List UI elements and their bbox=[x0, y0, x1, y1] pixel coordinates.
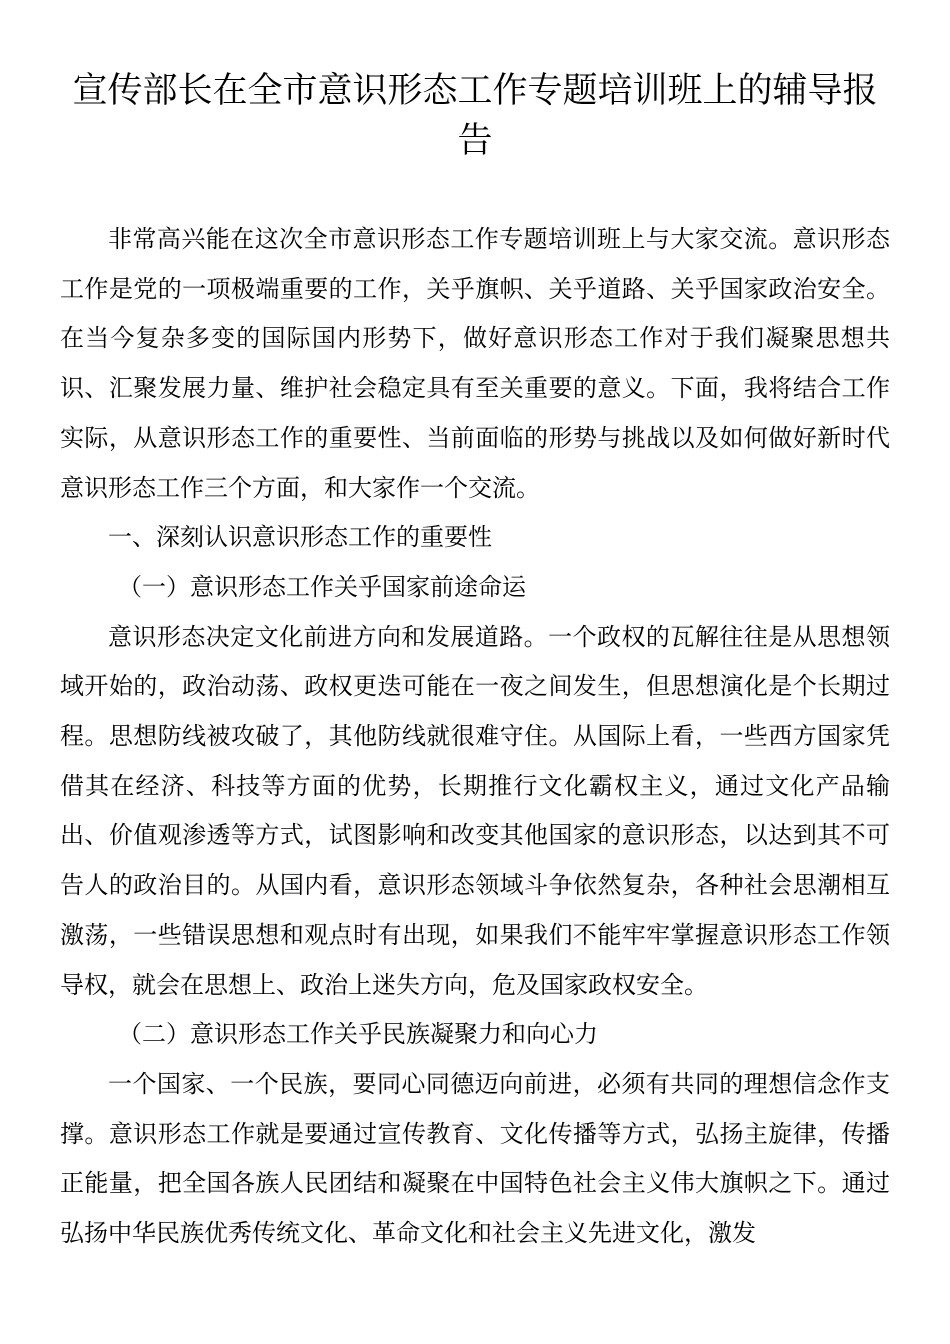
document-body bbox=[60, 215, 890, 1259]
document-title: 宣传部长在全市意识形态工作专题培训班上的辅导报告 bbox=[72, 71, 878, 161]
subsection-heading-2: （二）意识形态工作关乎民族凝聚力和向心力 bbox=[118, 1020, 598, 1049]
paragraph-body-2: 一个国家、一个民族，要同心同德迈向前进，必须有共同的理想信念作支撑。意识形态工作就是要通过宣传教育、文化传播等方式，弘扬主旋律，传播正能量，把全国各族人民团结和凝聚在中国特色社会主义伟大旗帜之下。通过弘扬中华民族优秀传统文化、革命文化和社会主义先进文化，激发 bbox=[60, 1069, 890, 1248]
paragraph-intro: 非常高兴能在这次全市意识形态工作专题培训班上与大家交流。意识形态工作是党的一项极端重要的工作，关乎旗帜、关乎道路、关乎国家政治安全。在当今复杂多变的国际国内形势下，做好意识形态工作对于我们凝聚思想共识、汇聚发展力量、维护社会稳定具有至关重要的意义。下面，我将结合工作实际，从意识形态工作的重要性、当前面临的形势与挑战以及如何做好新时代意识形态工作三个方面，和大家作一个交流。 bbox=[60, 225, 890, 502]
section-heading-1: 一、深刻认识意识形态工作的重要性 bbox=[108, 523, 492, 552]
paragraph-body-1: 意识形态决定文化前进方向和发展道路。一个政权的瓦解往往是从思想领域开始的，政治动荡、政权更迭可能在一夜之间发生，但思想演化是个长期过程。思想防线被攻破了，其他防线就很难守住。从国际上看，一些西方国家凭借其在经济、科技等方面的优势，长期推行文化霸权主义，通过文化产品输出、价值观渗透等方式，试图影响和改变其他国家的意识形态，以达到其不可告人的政治目的。从国内看，意识形态领域斗争依然复杂，各种社会思潮相互激荡，一些错误思想和观点时有出现，如果我们不能牢牢掌握意识形态工作领导权，就会在思想上、政治上迷失方向，危及国家政权安全。 bbox=[60, 622, 890, 999]
subsection-heading-1: （一）意识形态工作关乎国家前途命运 bbox=[118, 572, 526, 601]
